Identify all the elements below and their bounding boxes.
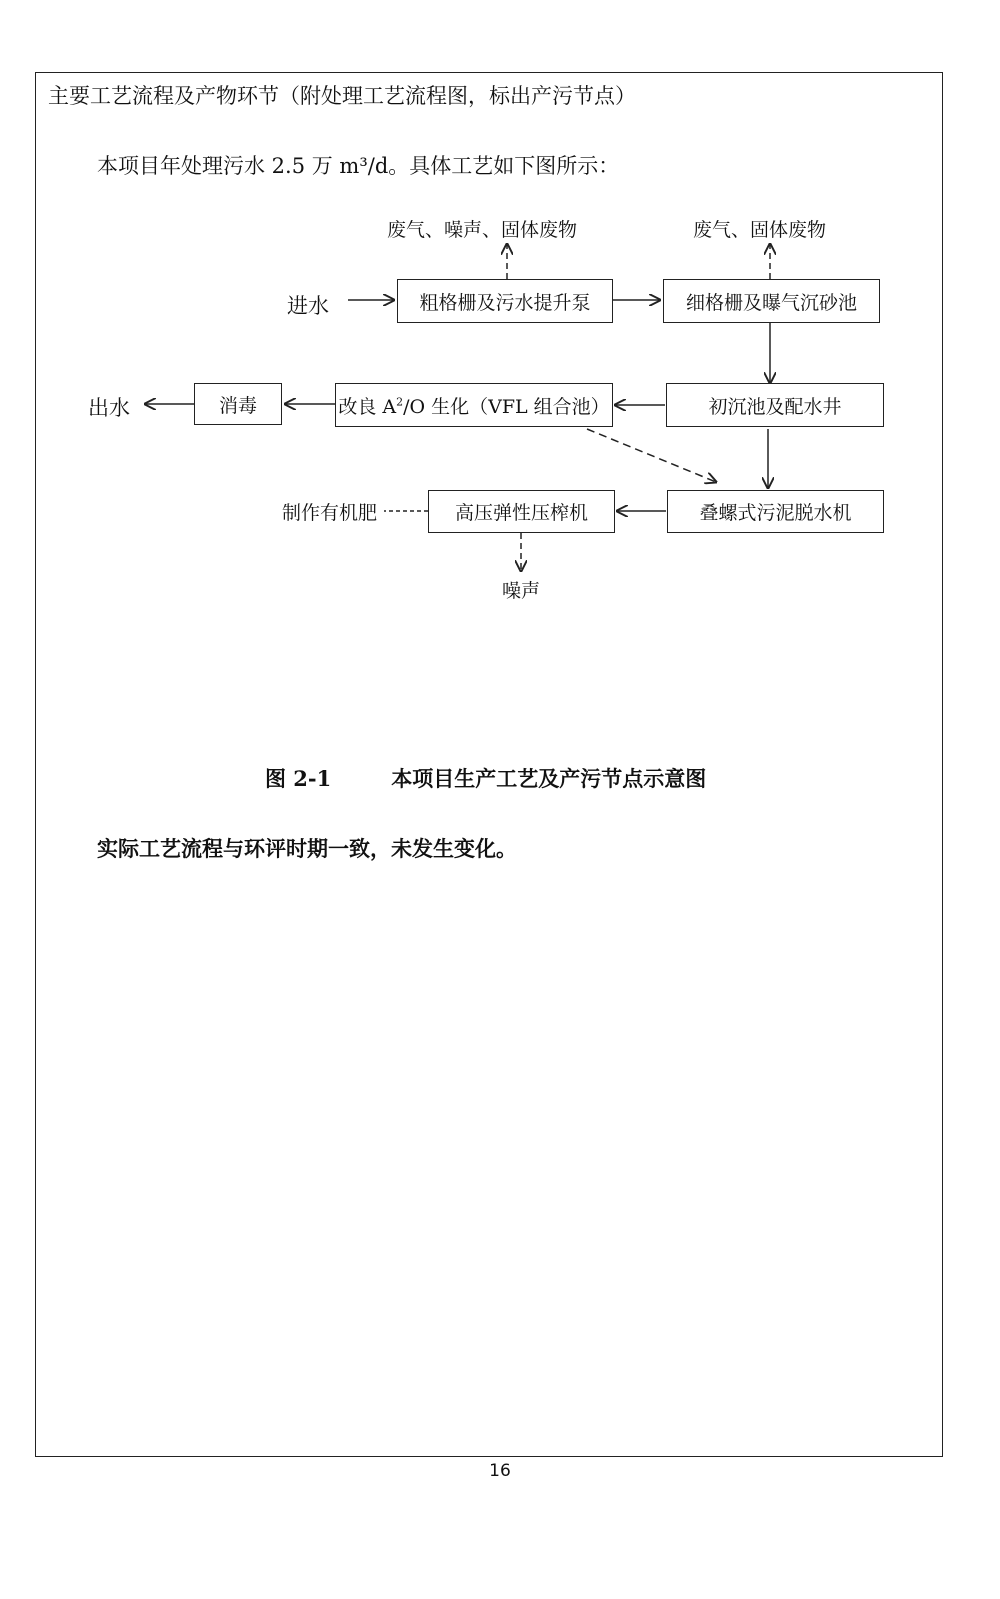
section-title: 主要工艺流程及产物环节（附处理工艺流程图，标出产污节点） bbox=[48, 84, 636, 108]
box-disinfection-label: 消毒 bbox=[218, 394, 257, 417]
box-dewatering-label: 叠螺式污泥脱水机 bbox=[699, 502, 852, 524]
box-press-label: 高压弹性压榨机 bbox=[454, 502, 588, 524]
press-noise-label: 噪声 bbox=[502, 580, 541, 602]
figure-title: 本项目生产工艺及产污节点示意图 bbox=[391, 766, 707, 791]
bio-superscript: 2 bbox=[396, 395, 404, 409]
bio-suffix: /O 生化（VFL 组合池） bbox=[403, 395, 610, 418]
box-dewatering bbox=[667, 490, 884, 533]
bio-prefix: 改良 A bbox=[338, 395, 397, 418]
box-bio-treatment bbox=[335, 383, 613, 427]
outlet-label: 出水 bbox=[88, 396, 130, 420]
fine-emission-label: 废气、固体废物 bbox=[693, 219, 827, 241]
figure-caption bbox=[265, 763, 706, 793]
box-bio-treatment-label bbox=[338, 392, 609, 419]
box-primary-settling bbox=[666, 383, 884, 427]
fertilizer-label: 制作有机肥 bbox=[282, 502, 378, 524]
coarse-emission-label: 废气、噪声、固体废物 bbox=[387, 219, 578, 241]
page-number: 16 bbox=[489, 1461, 511, 1481]
inlet-label: 进水 bbox=[287, 294, 329, 318]
box-coarse-screen-label: 粗格栅及污水提升泵 bbox=[419, 291, 591, 314]
box-press bbox=[428, 490, 615, 533]
box-disinfection bbox=[194, 383, 282, 425]
figure-number: 图 2-1 bbox=[265, 766, 332, 791]
box-primary-settling-label: 初沉池及配水井 bbox=[708, 395, 842, 418]
box-fine-screen bbox=[663, 279, 880, 323]
box-coarse-screen bbox=[397, 279, 613, 323]
box-fine-screen-label: 细格栅及曝气沉砂池 bbox=[685, 291, 857, 314]
intro-text: 本项目年处理污水 2.5 万 m³/d。具体工艺如下图所示： bbox=[97, 154, 620, 178]
conclusion-text: 实际工艺流程与环评时期一致，未发生变化。 bbox=[97, 836, 517, 861]
